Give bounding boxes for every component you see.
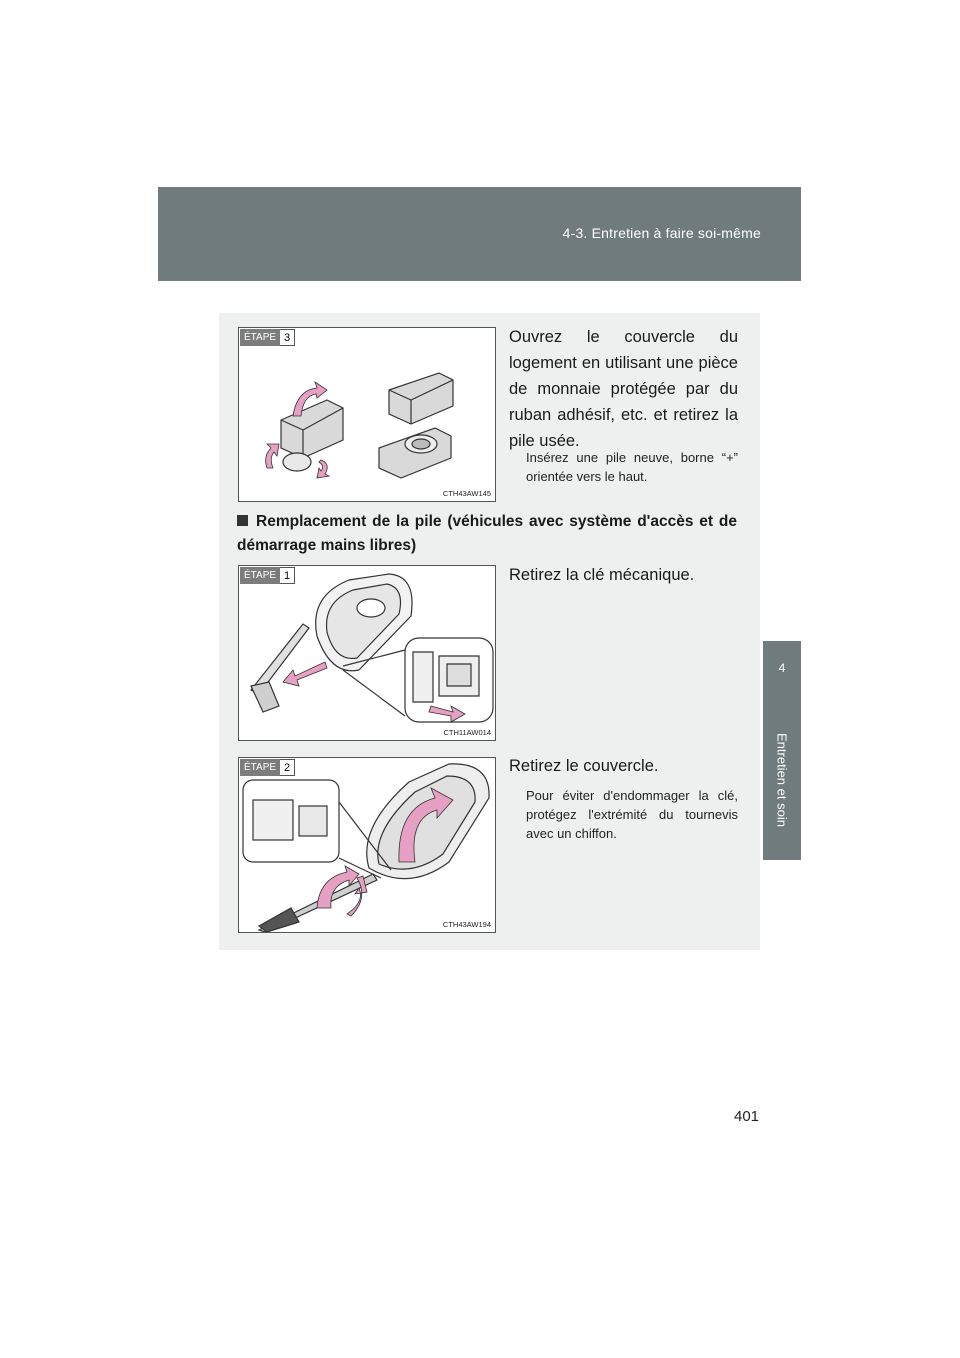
step-3-note: Insérez une pile neuve, borne “+” orientée vers le haut. <box>526 450 738 484</box>
section-heading <box>237 510 737 558</box>
step-3-instruction: Ouvrez le couvercle du logement en utilisant une pièce de monnaie protégée par du ruban adhésif, etc. et retirez la pile usée. <box>509 328 738 450</box>
figure-code: CTH11AW014 <box>443 728 491 737</box>
remove-cover-illustration <box>239 758 495 932</box>
battery-cover-illustration <box>239 328 495 501</box>
square-bullet-icon <box>237 515 248 526</box>
chapter-tab-label: Entretien et soin <box>774 733 790 827</box>
step-badge-number: 2 <box>280 759 295 776</box>
step-badge-number: 3 <box>280 329 295 346</box>
step-badge <box>240 567 295 584</box>
figure-step-3 <box>238 327 496 502</box>
step-badge-label: ÉTAPE <box>240 329 280 346</box>
step-2-instruction: Retirez le couvercle. <box>509 757 659 775</box>
step-badge <box>240 329 295 346</box>
section-title: 4-3. Entretien à faire soi-même <box>562 225 761 241</box>
figure-code: CTH43AW194 <box>442 920 491 929</box>
header-bar <box>158 187 801 281</box>
step-badge-number: 1 <box>280 567 295 584</box>
section-heading-text: Remplacement de la pile (véhicules avec système d'accès et de démarrage mains libres) <box>237 513 737 554</box>
page-number: 401 <box>734 1108 760 1125</box>
step-badge-label: ÉTAPE <box>240 759 280 776</box>
step-badge <box>240 759 295 776</box>
figure-step-2 <box>238 757 496 933</box>
figure-code: CTH43AW145 <box>442 489 491 498</box>
chapter-tab-number: 4 <box>763 641 801 695</box>
step-badge-label: ÉTAPE <box>240 567 280 584</box>
step-2-note: Pour éviter d'endommager la clé, protégez l'extrémité du tournevis avec un chiffon. <box>526 788 738 841</box>
step-1-instruction: Retirez la clé mécanique. <box>509 566 695 584</box>
mechanical-key-illustration <box>239 566 495 740</box>
figure-step-1 <box>238 565 496 741</box>
